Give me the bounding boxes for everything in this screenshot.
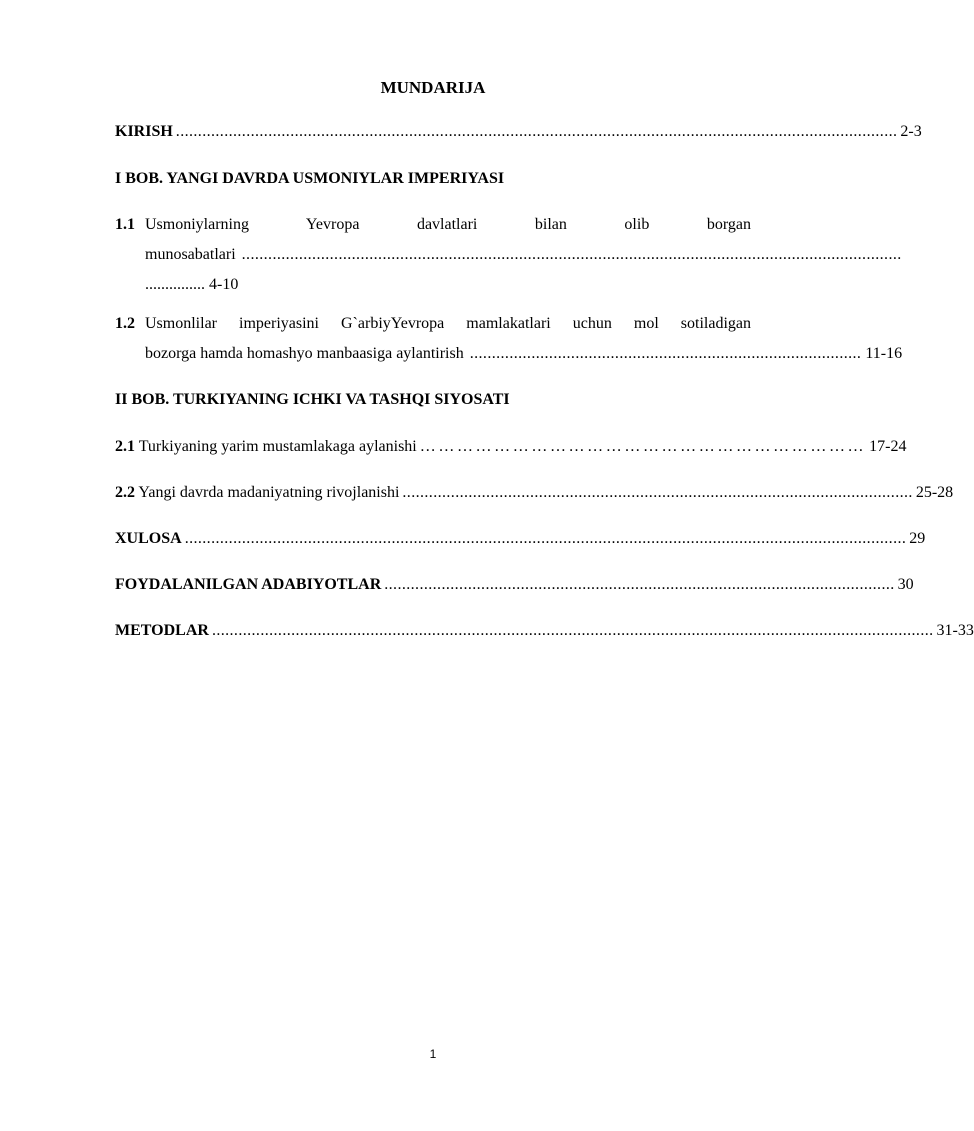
toc-label: FOYDALANILGAN ADABIYOTLAR xyxy=(115,576,382,593)
toc-section-text-line: Usmonlilar imperiyasini G`arbiyYevropa mamlakatlari uchun mol sotiladigan xyxy=(145,315,751,332)
toc-entry-1-1 xyxy=(115,210,902,300)
toc-label: Yangi davrda madaniyatning rivojlanishi xyxy=(138,484,400,501)
toc-entry-1-2 xyxy=(115,309,903,369)
toc-section-text-line xyxy=(145,339,903,369)
page-title: MUNDARIJA xyxy=(380,78,486,97)
toc-leader-dots: ...................................................................................................................................................... xyxy=(241,246,902,263)
toc-section-text-line xyxy=(145,240,902,270)
toc-leader-dots: ............... xyxy=(145,276,205,293)
toc-label: METODLAR xyxy=(115,622,209,639)
toc-page-number: 11-16 xyxy=(865,345,903,362)
toc-leader-dots: .................................................................................................................................................................... xyxy=(175,123,898,140)
toc-page-number: 4-10 xyxy=(209,276,239,293)
toc-leader-dots: .................................................................................................................... xyxy=(384,576,895,593)
toc-page-number: 31-33 xyxy=(936,622,974,639)
toc-page-number: 29 xyxy=(909,530,926,547)
toc-entry-kirish xyxy=(115,122,922,144)
toc-entry-metodlar xyxy=(115,621,974,643)
toc-entry-2-2 xyxy=(115,483,954,505)
toc-label: XULOSA xyxy=(115,530,182,547)
toc-chapter-heading-1: I BOB. YANGI DAVRDA USMONIYLAR IMPERIYASI xyxy=(115,170,505,187)
toc-page-number: 2-3 xyxy=(900,123,922,140)
toc-leader-dots: .................................................................................................................................................................... xyxy=(211,622,934,639)
toc-label: Turkiyaning yarim mustamlakaga aylanishi xyxy=(138,438,417,455)
toc-chapter-heading-2: II BOB. TURKIYANING ICHKI VA TASHQI SIYOSATI xyxy=(115,391,510,408)
toc-entry-2-1 xyxy=(115,437,907,459)
toc-section-number: 2.1 xyxy=(115,438,135,455)
page-number-footer: 1 xyxy=(429,1047,437,1061)
toc-entry-adabiyotlar xyxy=(115,575,914,597)
toc-page-number: 30 xyxy=(897,576,914,593)
toc-section-text: munosabatlari xyxy=(145,246,236,263)
toc-leader-dots: .................................................................................................................................................................... xyxy=(184,530,907,547)
toc-section-number: 1.1 xyxy=(115,216,135,233)
toc-section-number: 2.2 xyxy=(115,484,135,501)
toc-entry-xulosa xyxy=(115,529,926,551)
toc-leader-dots: ……………………………………………………………… xyxy=(419,438,867,455)
toc-section-text-line: Usmoniylarning Yevropa davlatlari bilan olib borgan xyxy=(145,216,751,233)
toc-page-number: 17-24 xyxy=(869,438,907,455)
toc-section-text-line xyxy=(145,270,751,300)
toc-leader-dots: .................................................................................................................... xyxy=(402,484,913,501)
toc-section-number: 1.2 xyxy=(115,315,135,332)
toc-leader-dots: ......................................................................................... xyxy=(469,345,862,362)
toc-page-number: 25-28 xyxy=(915,484,954,501)
toc-label: KIRISH xyxy=(115,123,173,140)
toc-section-text: bozorga hamda homashyo manbaasiga aylantirish xyxy=(145,345,464,362)
